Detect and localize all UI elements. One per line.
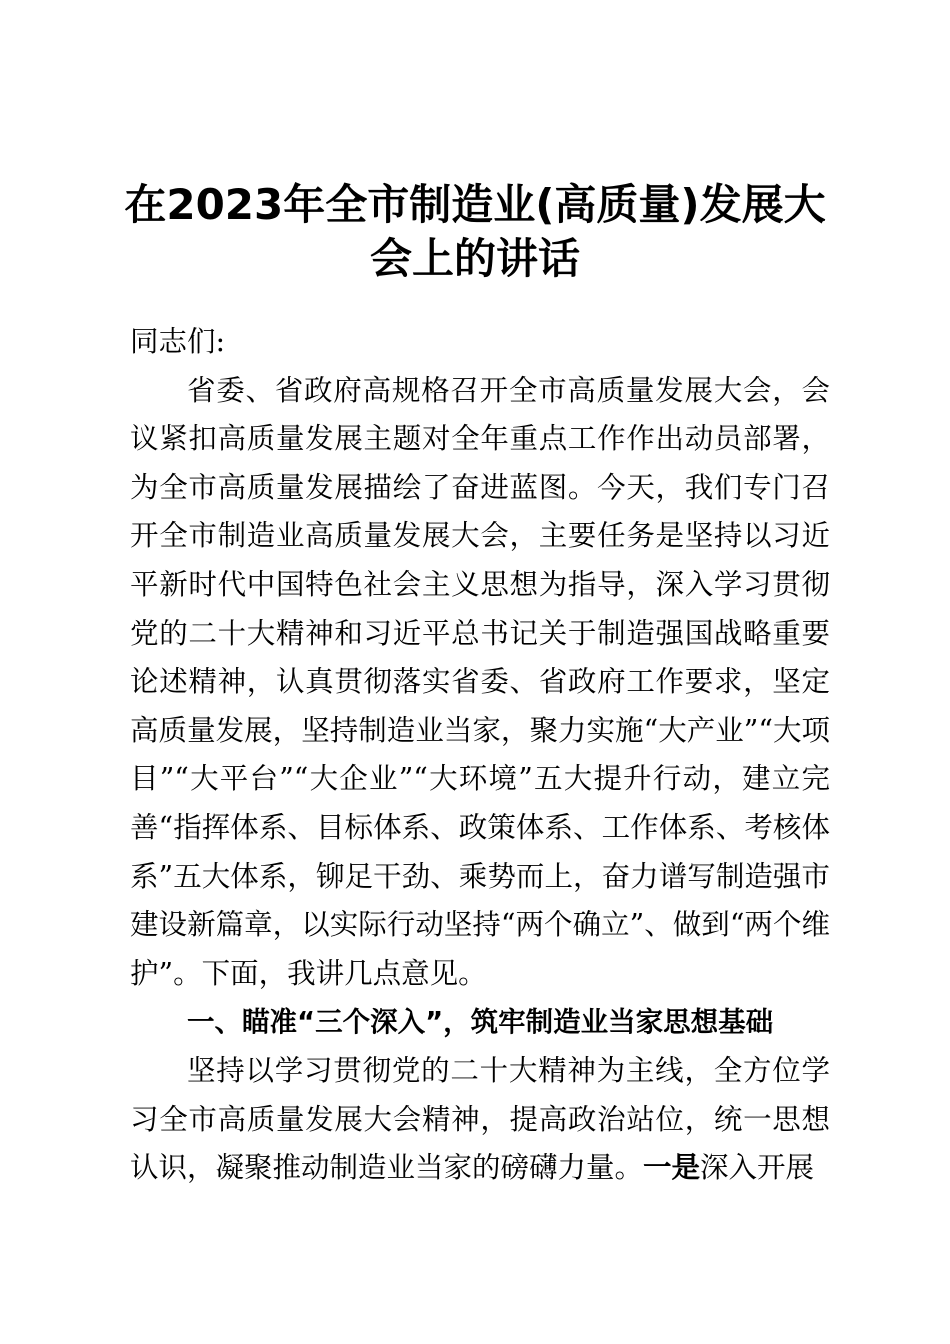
document-body bbox=[130, 318, 830, 1193]
salutation: 同志们: bbox=[130, 325, 226, 358]
section-1-paragraph bbox=[130, 1047, 830, 1193]
document-title: 在2023年全市制造业(高质量)发展大会上的讲话 bbox=[124, 180, 826, 283]
section-1-tail: 深入开展 bbox=[700, 1151, 815, 1185]
section-1-text: 坚持以学习贯彻党的二十大精神为主线，全方位学习全市高质量发展大会精神，提高政治站位，统一思想认识，凝聚推动制造业当家的磅礴力量。 bbox=[130, 1053, 830, 1185]
intro-paragraph: 省委、省政府高规格召开全市高质量发展大会，会议紧扣高质量发展主题对全年重点工作作出动员部署，为全市高质量发展描绘了奋进蓝图。今天，我们专门召开全市制造业高质量发展大会，主要任务是坚持以习近平新时代中国特色社会主义思想为指导，深入学习贯彻党的二十大精神和习近平总书记关于制造强国战略重要论述精神，认真贯彻落实省委、省政府工作要求，坚定高质量发展，坚持制造业当家，聚力实施“大产业”“大项目”“大平台”“大企业”“大环境”五大提升行动，建立完善“指挥体系、目标体系、政策体系、工作体系、考核体系”五大体系，铆足干劲、乘势而上，奋力谱写制造强市建设新篇章，以实际行动坚持“两个确立”、做到“两个维护”。下面，我讲几点意见。 bbox=[130, 373, 830, 990]
section-1-heading: 一、瞄准“三个深入”，筑牢制造业当家思想基础 bbox=[187, 1006, 774, 1039]
section-1-lead: 一是 bbox=[643, 1151, 701, 1185]
